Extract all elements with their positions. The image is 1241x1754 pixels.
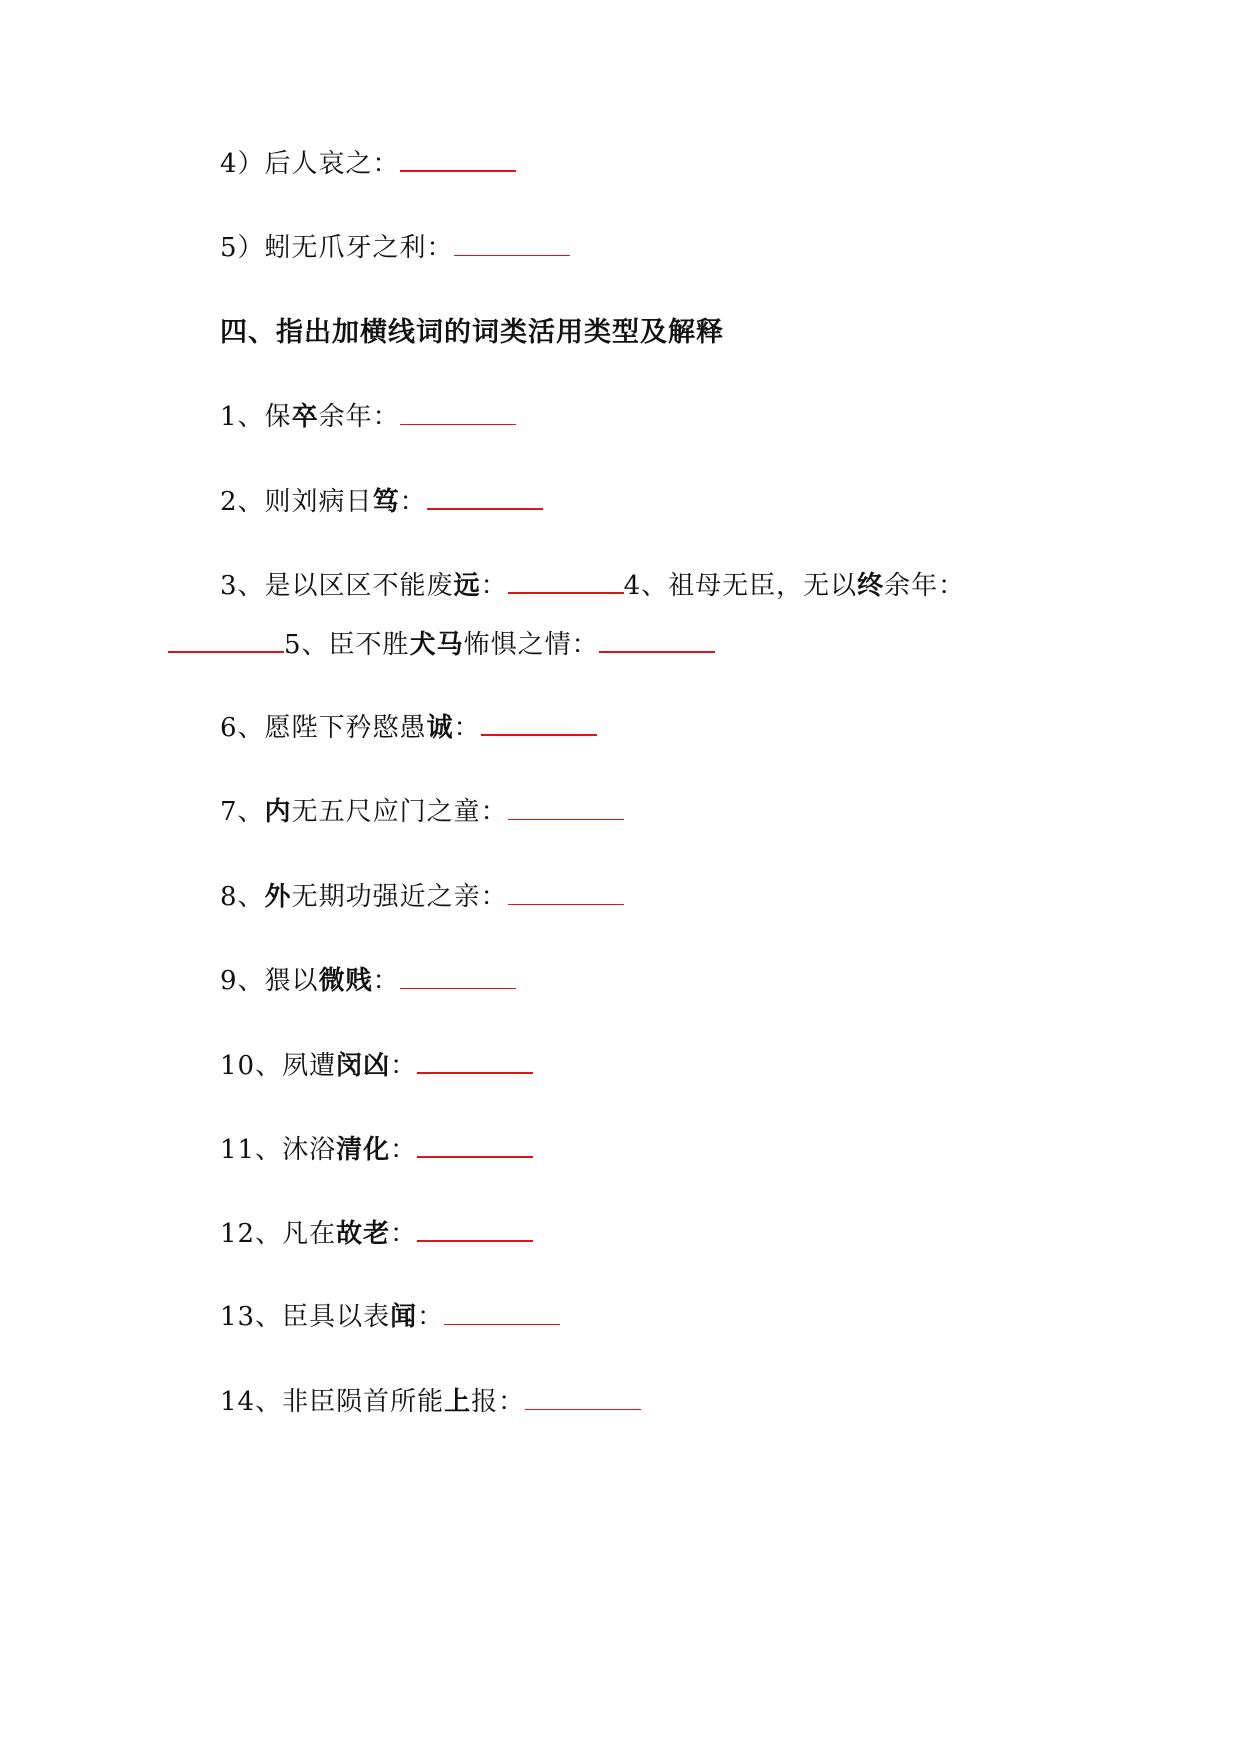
- question-number: 6、: [220, 713, 265, 743]
- question-text-post: 余年：: [318, 402, 400, 432]
- question-number: 7、: [220, 797, 265, 827]
- question-text-pre: 猥以: [264, 966, 319, 996]
- question-text-pre: 夙遭: [282, 1051, 337, 1081]
- answer-blank[interactable]: [400, 400, 516, 425]
- question-text-post: ：: [390, 1051, 418, 1081]
- answer-blank[interactable]: [417, 1216, 533, 1242]
- question-text-post: ：: [399, 487, 427, 517]
- question-11: [220, 1132, 533, 1167]
- section-heading: 四、指出加横线词的词类活用类型及解释: [220, 317, 724, 348]
- question-number: 4、: [623, 571, 669, 601]
- question-3-4-line: [220, 568, 965, 603]
- item-label: 5）蚓无爪牙之利：: [220, 233, 454, 263]
- question-number: 2、: [220, 487, 265, 517]
- answer-blank[interactable]: [508, 880, 624, 905]
- question-text-post: 报：: [471, 1387, 526, 1417]
- question-text-post: ：: [372, 966, 400, 996]
- item-4: [220, 146, 516, 181]
- question-text-pre: 臣不胜: [328, 630, 410, 660]
- key-word: 终: [857, 571, 885, 601]
- key-word: 卒: [291, 402, 319, 432]
- question-text-post: 无期功强近之亲：: [291, 882, 508, 912]
- key-word: 闵凶: [336, 1051, 391, 1081]
- question-2: [220, 484, 543, 519]
- key-word: 上: [444, 1387, 472, 1417]
- answer-blank[interactable]: [508, 795, 624, 820]
- question-number: 8、: [220, 882, 265, 912]
- question-6: [220, 710, 597, 745]
- question-text-post: ：: [390, 1135, 418, 1165]
- question-number: 5、: [284, 630, 329, 660]
- key-word: 闻: [390, 1302, 418, 1332]
- key-word: 内: [264, 797, 292, 827]
- answer-blank[interactable]: [427, 484, 543, 510]
- question-number: 12、: [220, 1219, 283, 1249]
- answer-blank[interactable]: [599, 627, 715, 653]
- question-text-post: ：: [417, 1302, 445, 1332]
- question-text-post: 怖惧之情：: [463, 630, 599, 660]
- question-number: 11、: [220, 1135, 283, 1165]
- key-word: 外: [264, 882, 292, 912]
- answer-blank[interactable]: [481, 710, 597, 736]
- question-text-pre: 沐浴: [282, 1135, 337, 1165]
- question-number: 13、: [220, 1302, 283, 1332]
- question-number: 14、: [220, 1387, 283, 1417]
- question-number: 10、: [220, 1051, 283, 1081]
- key-word: 犬马: [409, 630, 464, 660]
- question-number: 9、: [220, 966, 265, 996]
- answer-blank[interactable]: [417, 1048, 533, 1074]
- answer-blank[interactable]: [400, 146, 516, 172]
- question-1: [220, 400, 516, 434]
- question-number: 3、: [220, 571, 265, 601]
- question-text-pre: 保: [264, 402, 292, 432]
- answer-blank[interactable]: [417, 1132, 533, 1158]
- question-text-post: ：: [480, 571, 508, 601]
- item-5: [220, 231, 570, 265]
- question-text-post: ：: [453, 713, 481, 743]
- question-7: [220, 795, 624, 829]
- answer-blank[interactable]: [400, 964, 516, 989]
- question-12: [220, 1216, 533, 1251]
- question-text-pre: 非臣陨首所能: [282, 1387, 445, 1417]
- question-text-pre: 则刘病日: [264, 487, 373, 517]
- question-8: [220, 880, 624, 914]
- key-word: 故老: [336, 1219, 391, 1249]
- question-9: [220, 964, 516, 998]
- question-10: [220, 1048, 533, 1083]
- key-word: 笃: [372, 487, 400, 517]
- question-text-pre: 祖母无臣，无以: [668, 571, 858, 601]
- question-text-pre: 愿陛下矜愍愚: [264, 713, 427, 743]
- question-text-pre: 凡在: [282, 1219, 337, 1249]
- answer-blank[interactable]: [168, 627, 284, 653]
- key-word: 清化: [336, 1135, 391, 1165]
- question-text-pre: 臣具以表: [282, 1302, 391, 1332]
- answer-blank[interactable]: [454, 231, 570, 256]
- answer-blank[interactable]: [444, 1300, 560, 1325]
- question-13: [220, 1300, 560, 1334]
- key-word: 远: [453, 571, 481, 601]
- key-word: 诚: [426, 713, 454, 743]
- question-text-post: 无五尺应门之童：: [291, 797, 508, 827]
- answer-blank[interactable]: [508, 568, 624, 594]
- question-text-pre: 是以区区不能废: [264, 571, 454, 601]
- item-label: 4）后人哀之：: [220, 149, 400, 179]
- question-number: 1、: [220, 402, 265, 432]
- question-5-line: [168, 627, 715, 662]
- question-14: [220, 1385, 641, 1419]
- answer-blank[interactable]: [525, 1385, 641, 1410]
- key-word: 微贱: [318, 966, 373, 996]
- question-text-post: ：: [390, 1219, 418, 1249]
- question-text-post: 余年：: [884, 571, 966, 601]
